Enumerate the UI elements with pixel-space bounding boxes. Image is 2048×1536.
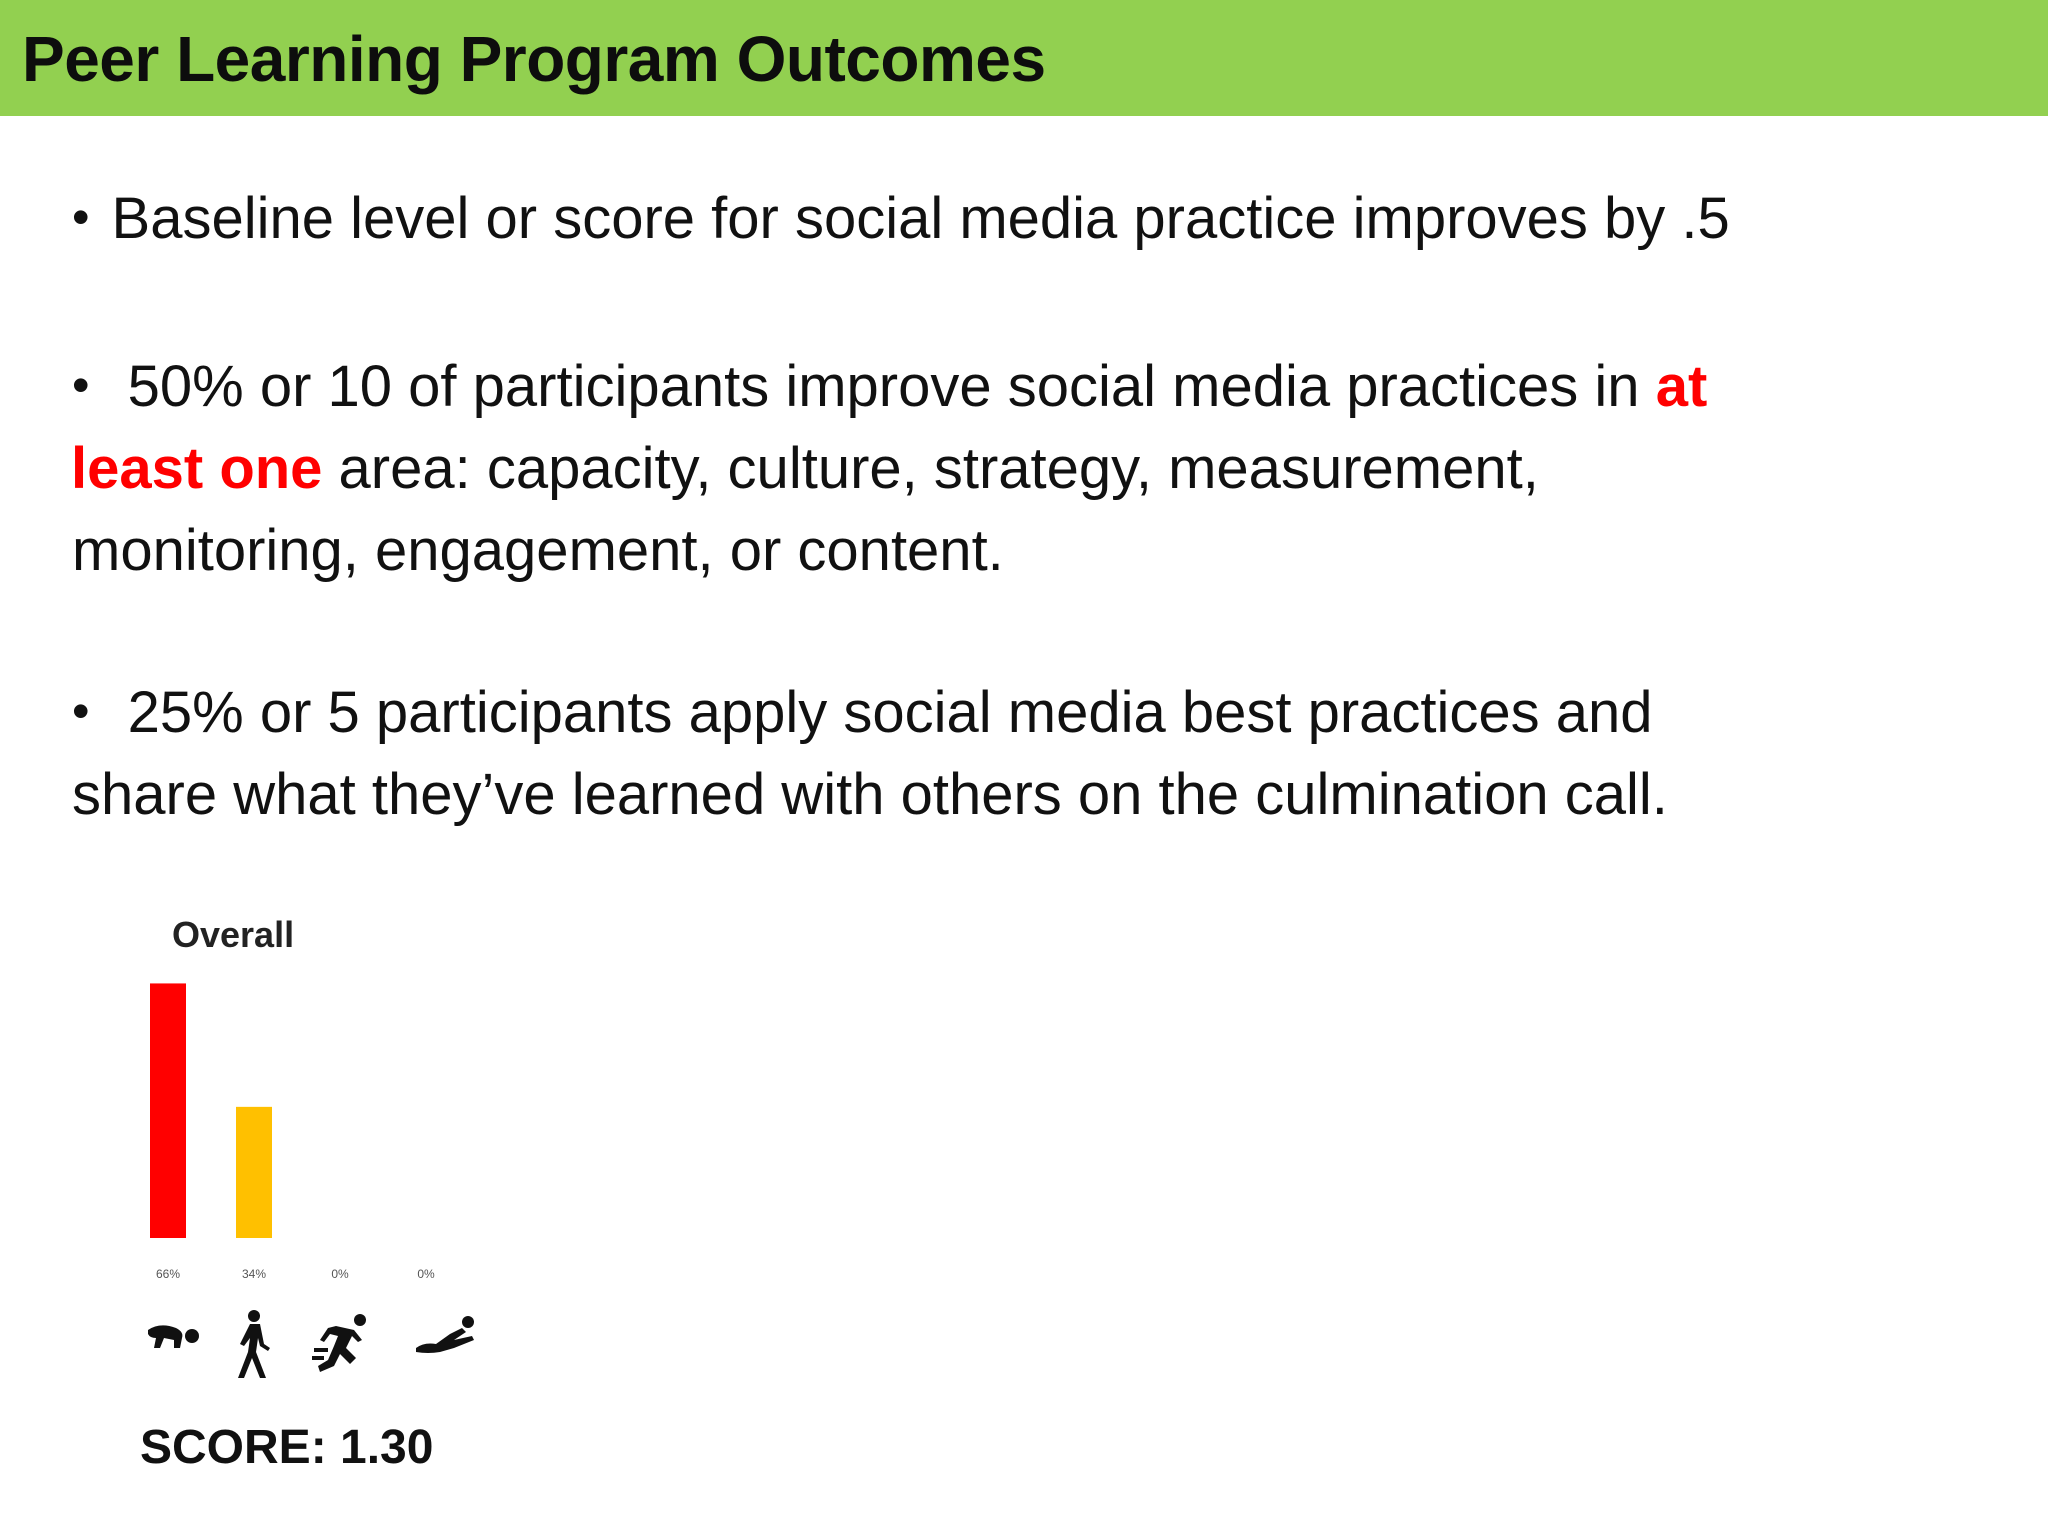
bar-label-fly: 0% xyxy=(417,1267,435,1281)
bullet-text: Baseline level or score for social media practice improves by .5 xyxy=(111,186,1730,251)
walk-icon xyxy=(230,1308,280,1380)
bar-label-run: 0% xyxy=(331,1267,349,1281)
bullet-participants-share xyxy=(72,670,1668,836)
bullet-dot: • xyxy=(72,357,90,413)
bullet-text: 25% or 5 participants apply social media best practices and xyxy=(111,680,1653,745)
bullet-text: area: capacity, culture, strategy, measurement, xyxy=(322,436,1539,501)
bullet-line-1 xyxy=(72,670,1668,754)
stage-icons xyxy=(140,1308,500,1388)
bullet-line-2: share what they’ve learned with others on the culmination call. xyxy=(72,762,1668,827)
bullet-dot: • xyxy=(72,683,90,739)
bullet-line-1 xyxy=(72,344,1707,428)
fly-icon xyxy=(410,1308,480,1358)
bullet-participants-improve xyxy=(72,344,1707,592)
bullet-line-3: monitoring, engagement, or content. xyxy=(72,518,1004,583)
overall-bar-chart xyxy=(120,960,520,1290)
bullet-text: 50% or 10 of participants improve social media practices in xyxy=(111,354,1656,419)
score-label: SCORE: 1.30 xyxy=(140,1421,434,1474)
slide-title: Peer Learning Program Outcomes xyxy=(22,23,1046,95)
bar-label-crawl: 66% xyxy=(155,1267,181,1281)
bullet-dot: • xyxy=(72,189,90,245)
highlight-text: at xyxy=(1655,354,1708,419)
crawl-icon xyxy=(140,1308,204,1372)
bar-label-walk: 34% xyxy=(241,1267,267,1281)
chart-title: Overall xyxy=(172,914,295,955)
bar-crawl xyxy=(150,983,186,1238)
bar-walk xyxy=(236,1107,272,1238)
title-bar xyxy=(0,0,2048,116)
highlight-text: least one xyxy=(71,436,323,501)
bullet-line-2 xyxy=(71,428,1707,510)
bullet-baseline xyxy=(72,176,1730,260)
run-icon xyxy=(310,1308,374,1380)
